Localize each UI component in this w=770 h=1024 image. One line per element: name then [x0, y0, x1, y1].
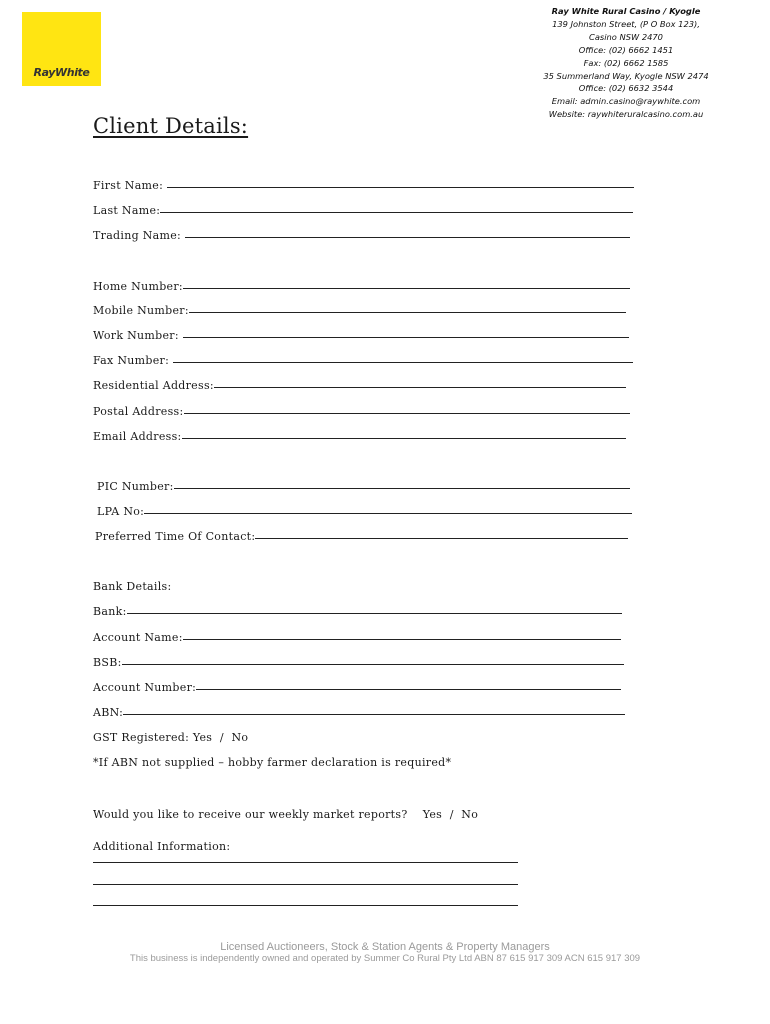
work-number-label: Work Number:: [93, 329, 183, 342]
lpa-no-field[interactable]: [97, 505, 632, 518]
contact-line: Casino NSW 2470: [589, 31, 663, 42]
trading-name-line[interactable]: [185, 236, 630, 238]
contact-line: 139 Johnston Street, (P O Box 123),: [552, 18, 700, 29]
bank-label: Bank:: [93, 605, 127, 618]
postal-address-label: Postal Address:: [93, 405, 184, 418]
preferred-time-label: Preferred Time Of Contact:: [95, 530, 256, 543]
bank-details-heading: Bank Details:: [93, 580, 172, 593]
contact-line: Website: raywhiteruralcasino.com.au: [548, 109, 704, 120]
last-name-label: Last Name:: [93, 204, 161, 217]
pic-number-label: PIC Number:: [97, 480, 174, 493]
first-name-line[interactable]: [167, 186, 634, 188]
lpa-no-line[interactable]: [144, 512, 632, 514]
account-name-field[interactable]: [93, 631, 621, 644]
lpa-no-label: LPA No:: [97, 505, 145, 518]
mobile-number-field[interactable]: [93, 304, 626, 317]
work-number-line[interactable]: [183, 336, 629, 338]
last-name-line[interactable]: [160, 211, 633, 213]
abn-field[interactable]: [93, 706, 625, 719]
footer-licence: Licensed Auctioneers, Stock & Station Agents & Property Managers: [220, 941, 550, 953]
preferred-time-field[interactable]: [95, 530, 628, 543]
home-number-label: Home Number:: [93, 280, 183, 293]
bsb-line[interactable]: [122, 663, 624, 665]
pic-number-field[interactable]: [97, 480, 630, 493]
residential-address-label: Residential Address:: [93, 379, 214, 392]
bsb-field[interactable]: [93, 656, 624, 669]
contact-line: Office: (02) 6632 3544: [578, 83, 674, 94]
account-number-line[interactable]: [196, 688, 621, 690]
first-name-label: First Name:: [93, 179, 167, 192]
gst-registered-question: GST Registered: Yes / No: [93, 731, 249, 744]
account-name-label: Account Name:: [93, 631, 183, 644]
additional-info-line[interactable]: [93, 905, 518, 906]
ray-white-logo: [22, 12, 101, 86]
account-name-line[interactable]: [183, 638, 621, 640]
additional-info-label: Additional Information:: [93, 840, 231, 853]
bank-field[interactable]: [93, 605, 622, 618]
contact-line: Fax: (02) 6662 1585: [583, 57, 669, 68]
postal-address-line[interactable]: [184, 412, 630, 414]
additional-info-line[interactable]: [93, 862, 518, 863]
email-address-label: Email Address:: [93, 430, 182, 443]
mobile-number-line[interactable]: [189, 311, 626, 313]
first-name-field[interactable]: [93, 179, 634, 192]
market-reports-question: Would you like to receive our weekly market reports? Yes / No: [93, 808, 479, 821]
residential-address-line[interactable]: [214, 386, 626, 388]
bsb-label: BSB:: [93, 656, 122, 669]
contact-block: [496, 5, 756, 121]
company-name: Ray White Rural Casino / Kyogle: [551, 6, 701, 16]
page-title: Client Details:: [93, 114, 249, 138]
trading-name-field[interactable]: [93, 229, 630, 242]
logo-text: RayWhite: [33, 66, 90, 79]
home-number-field[interactable]: [93, 280, 630, 293]
pic-number-line[interactable]: [174, 487, 630, 489]
fax-number-line[interactable]: [173, 361, 633, 363]
mobile-number-label: Mobile Number:: [93, 304, 189, 317]
last-name-field[interactable]: [93, 204, 633, 217]
email-address-field[interactable]: [93, 430, 626, 443]
contact-line: Office: (02) 6662 1451: [578, 44, 674, 55]
contact-line: 35 Summerland Way, Kyogle NSW 2474: [543, 70, 709, 81]
additional-info-line[interactable]: [93, 884, 518, 885]
abn-note: *If ABN not supplied – hobby farmer declaration is required*: [93, 756, 452, 769]
home-number-line[interactable]: [183, 287, 630, 289]
bank-line[interactable]: [127, 612, 622, 614]
fax-number-label: Fax Number:: [93, 354, 173, 367]
postal-address-field[interactable]: [93, 405, 630, 418]
account-number-field[interactable]: [93, 681, 621, 694]
abn-label: ABN:: [93, 706, 124, 719]
abn-line[interactable]: [123, 713, 625, 715]
contact-line: Email: admin.casino@raywhite.com: [551, 96, 701, 107]
account-number-label: Account Number:: [93, 681, 197, 694]
residential-address-field[interactable]: [93, 379, 626, 392]
trading-name-label: Trading Name:: [93, 229, 185, 242]
email-address-line[interactable]: [182, 437, 626, 439]
footer-ownership: This business is independently owned and operated by Summer Co Rural Pty Ltd ABN 87 615 917 309 ACN 615 917 309: [129, 953, 641, 964]
work-number-field[interactable]: [93, 329, 629, 342]
preferred-time-line[interactable]: [255, 537, 628, 539]
fax-number-field[interactable]: [93, 354, 633, 367]
